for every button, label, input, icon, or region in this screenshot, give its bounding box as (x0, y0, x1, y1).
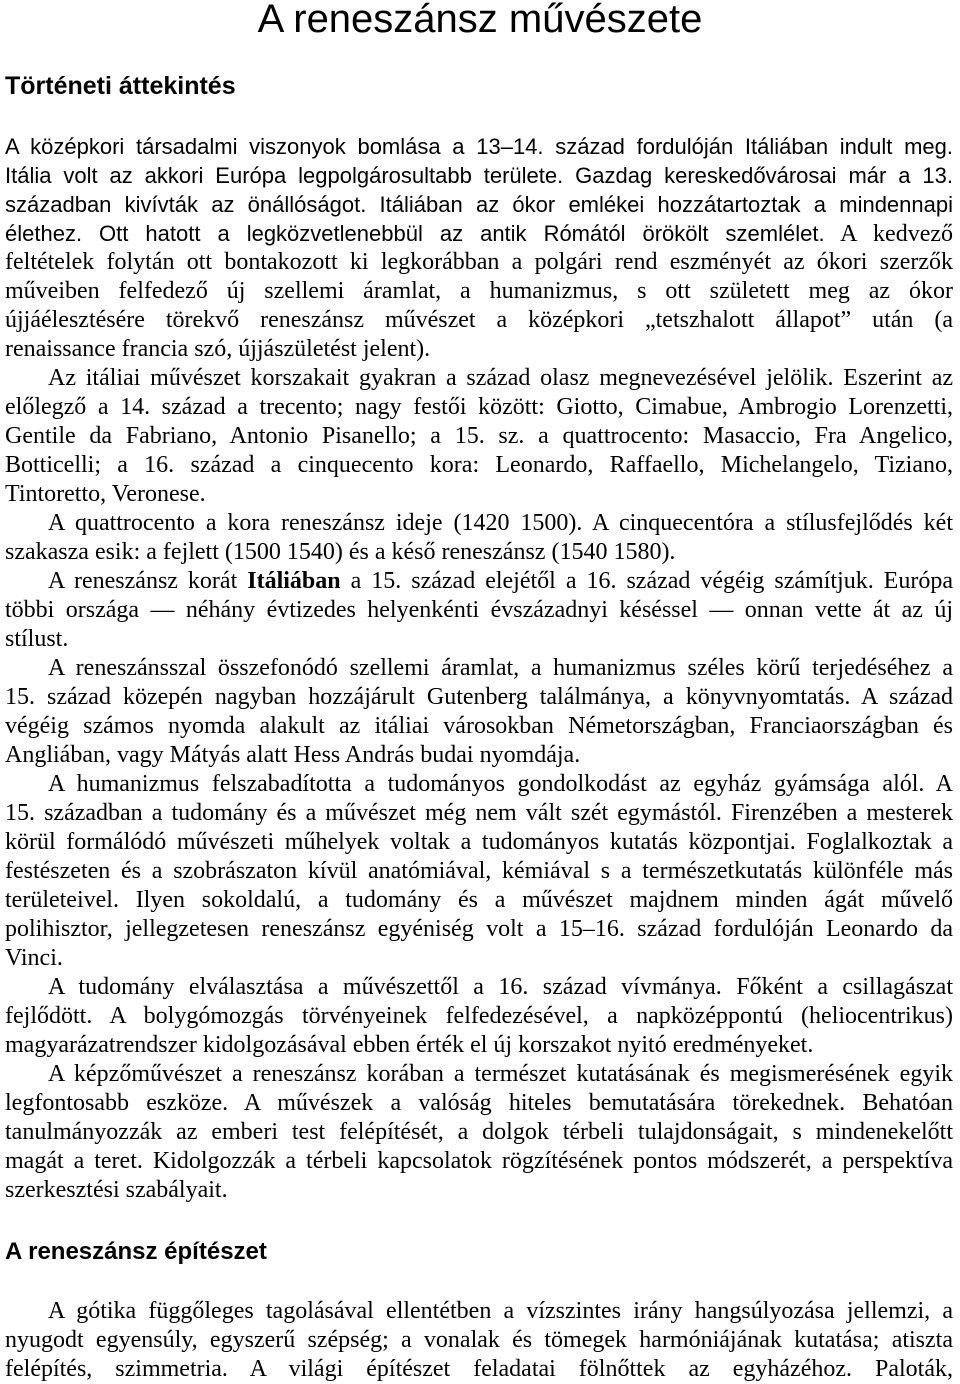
text-line: A gótika függőleges tagolásával ellentétben a vízszintes irány hangsúlyozása jellemzi, a (48, 1298, 953, 1324)
text-line: Itália volt az akkori Európa legpolgárosultabb területe. Gazdag kereskedővárosai már a 13. (5, 163, 953, 188)
text-line (5, 567, 953, 596)
text-line: Angliában, vagy Mátyás alatt Hess András budai nyomdája. (5, 742, 581, 768)
text-line: A humanizmus felszabadította a tudományos gondolkodást az egyház gyámsága alól. A (48, 771, 953, 797)
paragraph (5, 1060, 953, 1205)
text-line: szakasza esik: a fejlett (1500 1540) és a késő reneszánsz (1540 1580). (5, 539, 676, 565)
text-line: században kivívták az önállóságot. Itáliában az ókor emlékei hozzátartoztak a mindennapi (5, 192, 953, 217)
text-line (5, 219, 953, 248)
text-line: 15. század közepén nagyban hozzájárult Gutenberg találmánya, a könyvnyomtatás. A század (5, 684, 953, 710)
text-line: Botticelli; a 16. század a cinquecento kora: Leonardo, Raffaello, Michelangelo, Tiziano, (5, 452, 953, 478)
text-line: renaissance francia szó, újjászületést jelent). (5, 336, 431, 362)
text-line: polihisztor, jellegzetesen reneszánsz egyéniség volt a 15–16. század fordulóján Leonardo da (5, 916, 953, 942)
paragraph (5, 770, 953, 973)
text-line: nyugodt egyensúly, egyszerű szépség; a vonalak és tömegek harmóniájának kutatása; atiszta (5, 1327, 953, 1353)
text-line: Az itáliai művészet korszakait gyakran a század olasz megnevezésével jelölik. Eszerint az (48, 365, 953, 391)
text-line: stílust. (5, 626, 69, 652)
section-body (5, 1297, 953, 1384)
text-line: A reneszánsszal összefonódó szellemi áramlat, a humanizmus széles körű terjedéséhez a (48, 655, 953, 681)
paragraph (5, 509, 953, 567)
text-line: magát a teret. Kidolgozzák a térbeli kapcsolatok rögzítésének pontos módszerét, a perspektíva (5, 1148, 953, 1174)
paragraph (5, 1297, 953, 1384)
bold-text: Itáliában (247, 568, 341, 594)
text-line: felépítés, szimmetria. A világi építészet feladatai fölnőttek az egyházéhoz. Paloták, (5, 1356, 953, 1382)
paragraph (5, 567, 953, 654)
text-line: A quattrocento a kora reneszánsz ideje (1420 1500). A cinquecentóra a stílusfejlődés két (48, 510, 953, 536)
text-segment: a 15. század elejétől a 16. század végéig számítjuk. Európa (340, 568, 953, 594)
text-segment: élethez. Ott hatott a legközvetlenebbül az antik Rómától örökölt szemlélet. (5, 221, 825, 246)
text-line: A tudomány elválasztása a művészettől a 16. század vívmánya. Főként a csillagászat (48, 974, 953, 1000)
paragraph (5, 132, 953, 364)
text-line: újjáélesztésére törekvő reneszánsz művészet a középkori „tetszhalott állapot” után (a (5, 307, 953, 333)
paragraph (5, 973, 953, 1060)
text-line: körül formálódó művészeti műhelyek voltak a tudományos kutatás központjai. Foglalkoztak a (5, 829, 953, 855)
text-line: végéig számos nyomda alakult az itáliai városokban Németországban, Franciaországban és (5, 713, 953, 739)
text-line: előlegző a 14. század a trecento; nagy festői között: Giotto, Cimabue, Ambrogio Lorenzetti, (5, 394, 953, 420)
text-line: legfontosabb eszköze. A művészek a valóság hiteles bemutatására törekednek. Behatóan (5, 1090, 953, 1116)
section-heading: A reneszánsz építészet (5, 1238, 267, 1265)
text-line: A középkori társadalmi viszonyok bomlása a 13–14. század fordulóján Itáliában indult meg. (5, 134, 953, 159)
text-line: 15. században a tudomány és a művészet még nem vált szét egymástól. Firenzében a mesterek (5, 800, 953, 826)
text-line: szerkesztési szabályait. (5, 1177, 228, 1203)
text-segment: A kedvező (824, 221, 953, 247)
text-line: területeivel. Ilyen sokoldalú, a tudomány és a művészet majdnem minden ágát művelő (5, 887, 953, 913)
text-line: tanulmányozzák az emberi test felépítését, a dolgok térbeli tulajdonságait, s mindenekelőtt (5, 1119, 953, 1145)
text-segment: A reneszánsz korát (48, 568, 248, 594)
text-line: műveiben felfedező új szellemi áramlat, a humanizmus, s ott született meg az ókor (5, 278, 953, 304)
text-line: fejlődött. A bolygómozgás törvényeinek felfedezésével, a napközéppontú (heliocentrikus) (5, 1003, 953, 1029)
text-line: feltételek folytán ott bontakozott ki legkorábban a polgári rend eszményét az ókori szerzők (5, 249, 953, 275)
text-line: többi országa — néhány évtizedes helyenkénti évszázadnyi késéssel — onnan vette át az új (5, 597, 953, 623)
text-line: magyarázatrendszer kidolgozásával ebben érték el új korszakot nyitó eredményeket. (5, 1032, 814, 1058)
paragraph (5, 654, 953, 770)
section-body (5, 132, 953, 1205)
paragraph (5, 364, 953, 509)
text-line: festészeten és a szobrászaton kívül anatómiával, kémiával s a természetkutatás különféle más (5, 858, 953, 884)
document-title: A reneszánsz művészete (257, 0, 703, 41)
section-heading: Történeti áttekintés (5, 72, 236, 100)
text-line: A képzőművészet a reneszánsz korában a természet kutatásának és megismerésének egyik (48, 1061, 953, 1087)
text-line: Vinci. (5, 945, 63, 971)
text-line: Gentile da Fabriano, Antonio Pisanello; a 15. sz. a quattrocento: Masaccio, Fra Angelico, (5, 423, 953, 449)
text-line: Tintoretto, Veronese. (5, 481, 206, 507)
